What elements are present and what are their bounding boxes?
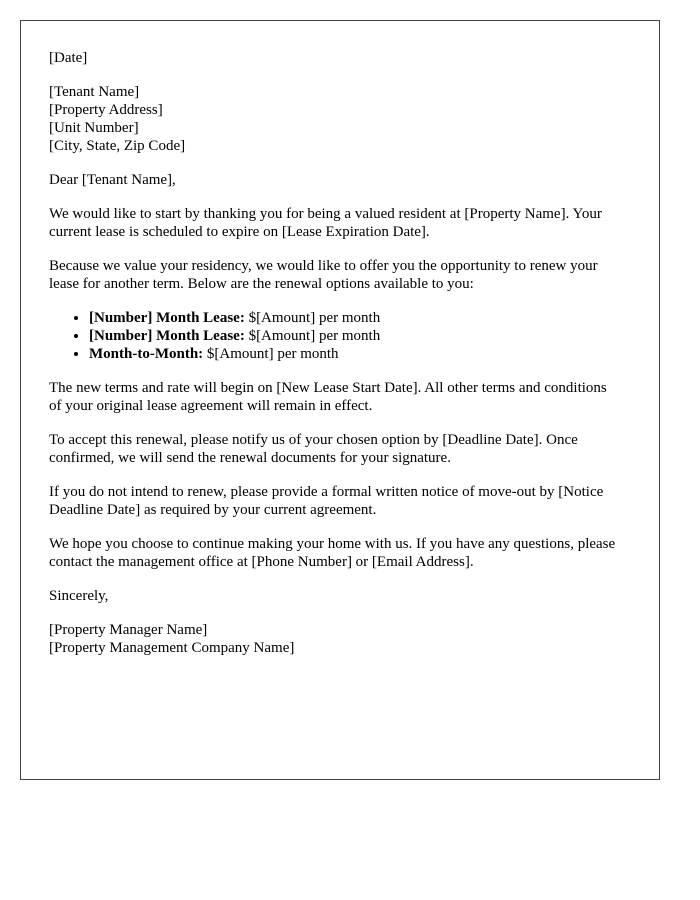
signature-block bbox=[49, 621, 621, 657]
paragraph-thanks: We would like to start by thanking you for being a valued resident at [Property Name]. Your current lease is scheduled to expire on [Lease Expiration Date]. bbox=[49, 206, 602, 240]
signature-company-name: [Property Management Company Name] bbox=[49, 640, 295, 656]
option-value: $[Amount] per month bbox=[206, 346, 339, 362]
option-label: Month-to-Month: bbox=[89, 346, 204, 362]
list-item bbox=[89, 345, 621, 363]
salutation: Dear [Tenant Name], bbox=[49, 172, 176, 188]
recipient-address-block bbox=[49, 83, 621, 155]
letter-body bbox=[49, 49, 621, 673]
signature-manager-name: [Property Manager Name] bbox=[49, 622, 208, 638]
paragraph-move-out: If you do not intend to renew, please provide a formal written notice of move-out by [Notice Deadline Date] as required by your current agreement. bbox=[49, 484, 604, 518]
list-item bbox=[89, 327, 621, 345]
recipient-unit: [Unit Number] bbox=[49, 120, 139, 136]
renewal-options-list bbox=[49, 309, 621, 363]
option-label: [Number] Month Lease: bbox=[89, 328, 245, 344]
list-item bbox=[89, 309, 621, 327]
option-value: $[Amount] per month bbox=[248, 310, 381, 326]
option-value: $[Amount] per month bbox=[248, 328, 381, 344]
option-label: [Number] Month Lease: bbox=[89, 310, 245, 326]
paragraph-offer: Because we value your residency, we would like to offer you the opportunity to renew your lease for another term. Below are the renewal options available to you: bbox=[49, 258, 598, 292]
letter-date: [Date] bbox=[49, 50, 88, 66]
paragraph-accept: To accept this renewal, please notify us of your chosen option by [Deadline Date]. Once confirmed, we will send the renewal documents for your signature. bbox=[49, 432, 578, 466]
recipient-city-state-zip: [City, State, Zip Code] bbox=[49, 138, 186, 154]
letter-page bbox=[20, 20, 660, 780]
recipient-property-address: [Property Address] bbox=[49, 102, 163, 118]
paragraph-new-terms: The new terms and rate will begin on [New Lease Start Date]. All other terms and conditions of your original lease agreement will remain in effect. bbox=[49, 380, 607, 414]
recipient-name: [Tenant Name] bbox=[49, 84, 140, 100]
closing: Sincerely, bbox=[49, 588, 109, 604]
paragraph-contact: We hope you choose to continue making your home with us. If you have any questions, please contact the management office at [Phone Number] or [Email Address]. bbox=[49, 536, 616, 570]
